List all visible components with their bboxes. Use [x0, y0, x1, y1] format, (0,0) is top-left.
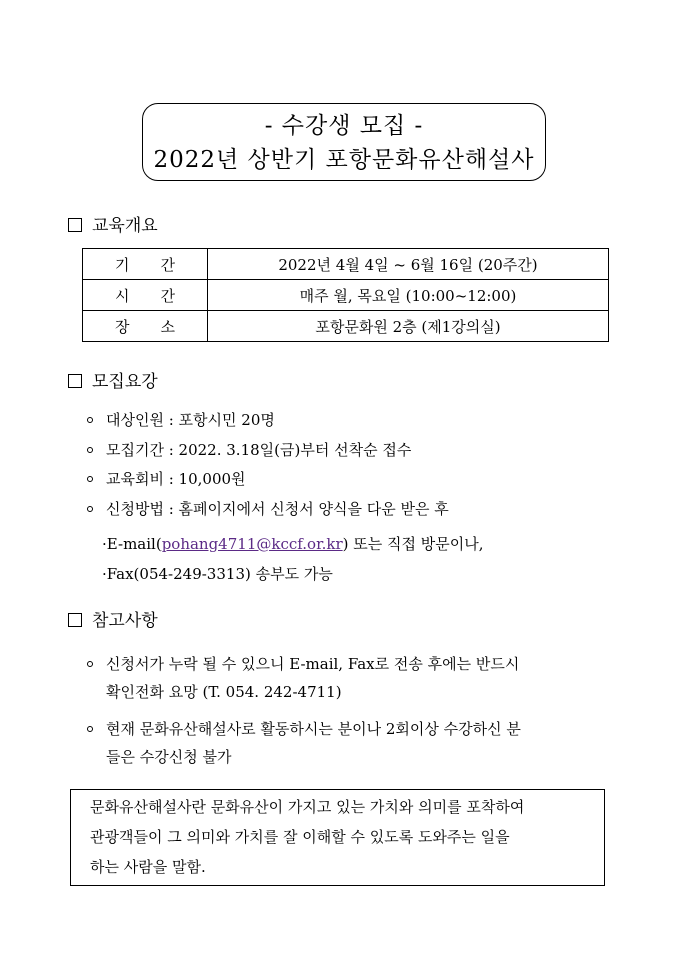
definition-box — [70, 789, 605, 886]
square-bullet-icon — [68, 218, 82, 232]
row-label-place: 장 소 — [83, 311, 208, 342]
circle-bullet-icon — [87, 661, 93, 667]
circle-bullet-icon — [87, 447, 93, 453]
table-row — [83, 311, 609, 342]
recruit-item-fee: 교육회비 : 10,000원 — [106, 470, 246, 488]
circle-bullet-icon — [87, 726, 93, 732]
section-overview-heading — [68, 215, 158, 237]
recruit-email-line — [102, 534, 483, 554]
row-label-period: 기 간 — [83, 249, 208, 280]
definition-line3: 하는 사람을 말함. — [90, 858, 206, 876]
title-box — [142, 103, 546, 181]
note-item-1-line2: 확인전화 요망 (T. 054. 242-4711) — [106, 683, 342, 701]
square-bullet-icon — [68, 374, 82, 388]
circle-bullet-icon — [87, 506, 93, 512]
recruit-fax-line: ·Fax(054-249-3313) 송부도 가능 — [102, 565, 333, 583]
definition-line1: 문화유산해설사란 문화유산이 가지고 있는 가치와 의미를 포착하여 — [90, 798, 525, 816]
section-notes-heading — [68, 610, 158, 632]
square-bullet-icon — [68, 613, 82, 627]
recruit-item-method: 신청방법 : 홈페이지에서 신청서 양식을 다운 받은 후 — [106, 500, 449, 518]
recruit-item-target: 대상인원 : 포항시민 20명 — [106, 411, 275, 429]
section-recruit-label: 모집요강 — [92, 372, 158, 392]
circle-bullet-icon — [87, 417, 93, 423]
table-row — [83, 280, 609, 311]
note-item-1-line1: 신청서가 누락 될 수 있으니 E-mail, Fax로 전송 후에는 반드시 — [106, 655, 520, 673]
section-overview-label: 교육개요 — [92, 216, 158, 236]
row-label-time: 시 간 — [83, 280, 208, 311]
title-recruit: - 수강생 모집 - — [264, 113, 424, 139]
title-program: 2022년 상반기 포항문화유산해설사 — [153, 147, 535, 173]
row-value-place: 포항문화원 2층 (제1강의실) — [208, 311, 609, 342]
email-link[interactable]: pohang4711@kccf.or.kr — [161, 535, 343, 553]
section-notes-label: 참고사항 — [92, 611, 158, 631]
email-prefix: ·E-mail( — [102, 535, 162, 553]
note-item-2-line2: 들은 수강신청 불가 — [106, 748, 232, 766]
table-row — [83, 249, 609, 280]
row-value-time: 매주 월, 목요일 (10:00~12:00) — [208, 280, 609, 311]
row-value-period: 2022년 4월 4일 ~ 6월 16일 (20주간) — [208, 249, 609, 280]
email-suffix: ) 또는 직접 방문이나, — [342, 535, 484, 553]
definition-line2: 관광객들이 그 의미와 가치를 잘 이해할 수 있도록 도와주는 일을 — [90, 828, 510, 846]
circle-bullet-icon — [87, 476, 93, 482]
recruit-item-period: 모집기간 : 2022. 3.18일(금)부터 선착순 접수 — [106, 441, 412, 459]
note-item-2-line1: 현재 문화유산해설사로 활동하시는 분이나 2회이상 수강하신 분 — [106, 720, 521, 738]
overview-table — [82, 248, 609, 342]
section-recruit-heading — [68, 371, 158, 393]
